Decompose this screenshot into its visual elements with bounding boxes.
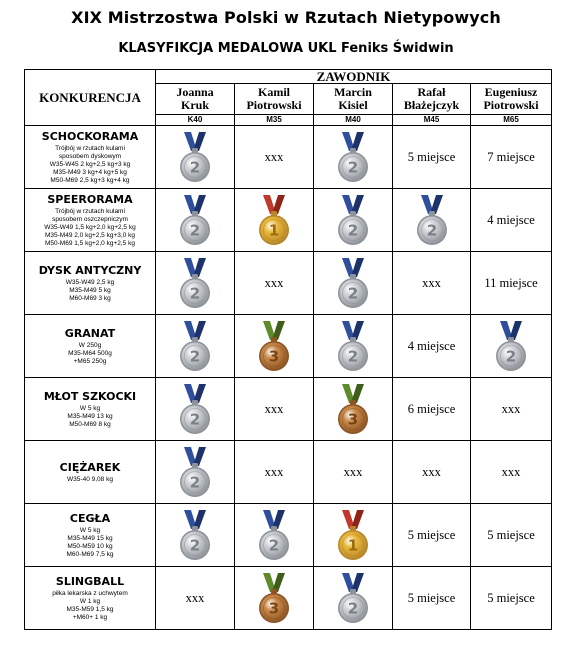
medal-icon [336, 194, 370, 246]
medal-place-label: 2 [347, 347, 359, 366]
result-text-cell: xxx [314, 441, 393, 504]
event-detail: Trójbój w rzutach kulami [55, 144, 125, 152]
athlete-first-name: Kamil [258, 85, 290, 99]
event-detail: M35-M49 13 kg [67, 412, 113, 420]
athlete-category: K40 [156, 115, 235, 126]
event-column-header: KONKURENCJA [25, 70, 156, 126]
result-medal-cell [235, 315, 314, 378]
result-medal-cell [156, 252, 235, 315]
event-detail: M35-M49 5 kg [69, 286, 111, 294]
result-medal-cell [471, 315, 552, 378]
medal-place-label: 2 [347, 221, 359, 240]
event-detail: M60-M69 3 kg [69, 294, 111, 302]
medal-place-label: 2 [189, 410, 201, 429]
athlete-name-header [235, 84, 314, 115]
medal-icon [178, 320, 212, 372]
event-detail: sposobem dyskowym [58, 152, 122, 160]
medal-place-label: 2 [347, 158, 359, 177]
medal-place-label: 2 [189, 473, 201, 492]
result-text-cell: xxx [471, 378, 552, 441]
athlete-category: M35 [235, 115, 314, 126]
result-medal-cell [156, 126, 235, 189]
medal-icon [336, 383, 370, 435]
event-name: SCHOCKORAMA [41, 129, 139, 143]
medal-place-label: 3 [268, 599, 280, 618]
athlete-name-header [156, 84, 235, 115]
event-detail: piłka lekarska z uchwytem [52, 589, 128, 597]
result-text-cell: 6 miejsce [393, 378, 471, 441]
event-detail: W 5 kg [79, 526, 101, 534]
event-detail: M35-M49 15 kg [67, 534, 113, 542]
event-detail: M50-M69 8 kg [69, 420, 111, 428]
medal-icon [257, 509, 291, 561]
medal-icon [336, 572, 370, 624]
event-cell [25, 441, 156, 504]
medal-place-label: 2 [505, 347, 517, 366]
medal-icon [257, 194, 291, 246]
result-medal-cell [314, 189, 393, 252]
medal-place-label: 2 [189, 284, 201, 303]
event-detail: W35-W45 2 kg+2,5 kg+3 kg [49, 160, 131, 168]
result-text-cell: xxx [471, 441, 552, 504]
medal-icon [178, 509, 212, 561]
event-detail: sposobem oszczepniczym [52, 215, 128, 223]
result-text-cell: 5 miejsce [471, 504, 552, 567]
result-text-cell: 7 miejsce [471, 126, 552, 189]
result-text-cell: 4 miejsce [471, 189, 552, 252]
medal-icon [178, 194, 212, 246]
table-row [25, 378, 552, 441]
result-text-cell: 11 miejsce [471, 252, 552, 315]
result-text-cell: xxx [156, 567, 235, 630]
medal-icon [257, 320, 291, 372]
medal-icon [336, 320, 370, 372]
result-medal-cell [314, 567, 393, 630]
athlete-first-name: Rafał [417, 85, 446, 99]
event-name: DYSK ANTYCZNY [38, 263, 142, 277]
event-detail: M35-M49 3 kg+4 kg+5 kg [53, 168, 127, 176]
event-detail: +M65 250g [73, 357, 107, 365]
medal-icon [178, 383, 212, 435]
athlete-name-header [314, 84, 393, 115]
result-medal-cell [156, 315, 235, 378]
medal-place-label: 3 [268, 347, 280, 366]
event-detail: W 250g [78, 341, 102, 349]
event-detail: M35-M59 1,5 kg [66, 605, 114, 613]
event-detail: +M60+ 1 kg [72, 613, 108, 621]
athlete-name-header [393, 84, 471, 115]
result-medal-cell [235, 567, 314, 630]
event-detail: W 1 kg [79, 597, 101, 605]
event-name: SLINGBALL [55, 574, 125, 588]
page-subtitle: KLASYFIKCJA MEDALOWA UKL Feniks Świdwin [118, 41, 454, 56]
medal-icon [336, 509, 370, 561]
event-name: MŁOT SZKOCKI [43, 389, 137, 403]
result-medal-cell [156, 378, 235, 441]
athlete-category: M65 [471, 115, 552, 126]
table-row [25, 252, 552, 315]
event-cell [25, 504, 156, 567]
medal-place-label: 2 [426, 221, 437, 240]
event-detail: M50-M59 10 kg [67, 542, 113, 550]
athlete-last-name: Błażejczyk [403, 98, 460, 112]
event-detail: M35-M64 500g [68, 349, 112, 357]
medal-place-label: 2 [189, 221, 201, 240]
athlete-last-name: Kruk [180, 98, 209, 112]
result-text-cell: xxx [235, 252, 314, 315]
page-title: XIX Mistrzostwa Polski w Rzutach Nietypowych [71, 8, 501, 27]
medal-place-label: 2 [189, 347, 201, 366]
event-name: CIĘŻAREK [59, 460, 121, 474]
event-detail: W35-W49 1,5 kg+2,0 kg+2,5 kg [44, 223, 136, 231]
event-detail: M35-M49 2,0 kg+2,5 kg+3,0 kg [45, 231, 135, 239]
medal-icon [336, 131, 370, 183]
result-text-cell: 5 miejsce [393, 504, 471, 567]
result-text-cell: 5 miejsce [471, 567, 552, 630]
result-text-cell: xxx [235, 378, 314, 441]
medal-icon [415, 194, 449, 246]
result-medal-cell [235, 504, 314, 567]
athlete-last-name: Kisiel [338, 98, 368, 112]
event-cell [25, 189, 156, 252]
athlete-first-name: Joanna [176, 85, 214, 99]
event-name: SPEERORAMA [47, 192, 133, 206]
event-cell [25, 378, 156, 441]
athlete-category: M45 [393, 115, 471, 126]
medal-icon [494, 320, 528, 372]
medal-place-label: 2 [189, 158, 201, 177]
result-text-cell: 4 miejsce [393, 315, 471, 378]
medal-icon [178, 446, 212, 498]
result-medal-cell [393, 189, 471, 252]
event-name: GRANAT [64, 326, 116, 340]
table-row [25, 315, 552, 378]
result-text-cell: 5 miejsce [393, 567, 471, 630]
result-medal-cell [235, 189, 314, 252]
event-detail: M50-M69 1,5 kg+2,0 kg+2,5 kg [45, 239, 135, 247]
medal-table [24, 69, 552, 630]
athlete-category: M40 [314, 115, 393, 126]
table-row [25, 504, 552, 567]
table-row [25, 567, 552, 630]
medal-icon [178, 131, 212, 183]
result-medal-cell [314, 504, 393, 567]
result-medal-cell [314, 126, 393, 189]
event-detail: W35-40 9,08 kg [67, 475, 113, 483]
medal-place-label: 3 [347, 410, 359, 429]
medal-icon [336, 257, 370, 309]
athlete-last-name: Piotrowski [246, 98, 302, 112]
result-text-cell: 5 miejsce [393, 126, 471, 189]
table-row [25, 189, 552, 252]
event-cell [25, 126, 156, 189]
event-detail: M60-M69 7,5 kg [66, 550, 114, 558]
result-medal-cell [314, 378, 393, 441]
medal-icon [178, 257, 212, 309]
result-text-cell: xxx [393, 252, 471, 315]
result-text-cell: xxx [393, 441, 471, 504]
medal-icon [257, 572, 291, 624]
table-row [25, 441, 552, 504]
event-detail: W35-W49 2,5 kg [65, 278, 115, 286]
event-detail: Trójbój w rzutach kulami [55, 207, 125, 215]
result-medal-cell [314, 252, 393, 315]
result-medal-cell [156, 441, 235, 504]
result-medal-cell [156, 189, 235, 252]
medal-place-label: 2 [189, 536, 201, 555]
result-text-cell: xxx [235, 441, 314, 504]
event-cell [25, 252, 156, 315]
medal-place-label: 1 [268, 221, 280, 240]
result-medal-cell [314, 315, 393, 378]
result-text-cell: xxx [235, 126, 314, 189]
athlete-first-name: Eugeniusz [484, 85, 538, 99]
medal-place-label: 2 [347, 599, 359, 618]
event-cell [25, 315, 156, 378]
athlete-first-name: Marcin [334, 85, 372, 99]
athletes-header: ZAWODNIK [156, 70, 552, 84]
event-detail: M50-M69 2,5 kg+3 kg+4 kg [50, 176, 130, 184]
medal-place-label: 2 [347, 284, 359, 303]
medal-place-label: 1 [347, 536, 359, 555]
result-medal-cell [156, 504, 235, 567]
athlete-last-name: Piotrowski [483, 98, 539, 112]
medal-place-label: 2 [268, 536, 280, 555]
event-detail: W 5 kg [79, 404, 101, 412]
event-name: CEGŁA [69, 511, 111, 525]
table-row [25, 126, 552, 189]
event-cell [25, 567, 156, 630]
athlete-name-header [471, 84, 552, 115]
